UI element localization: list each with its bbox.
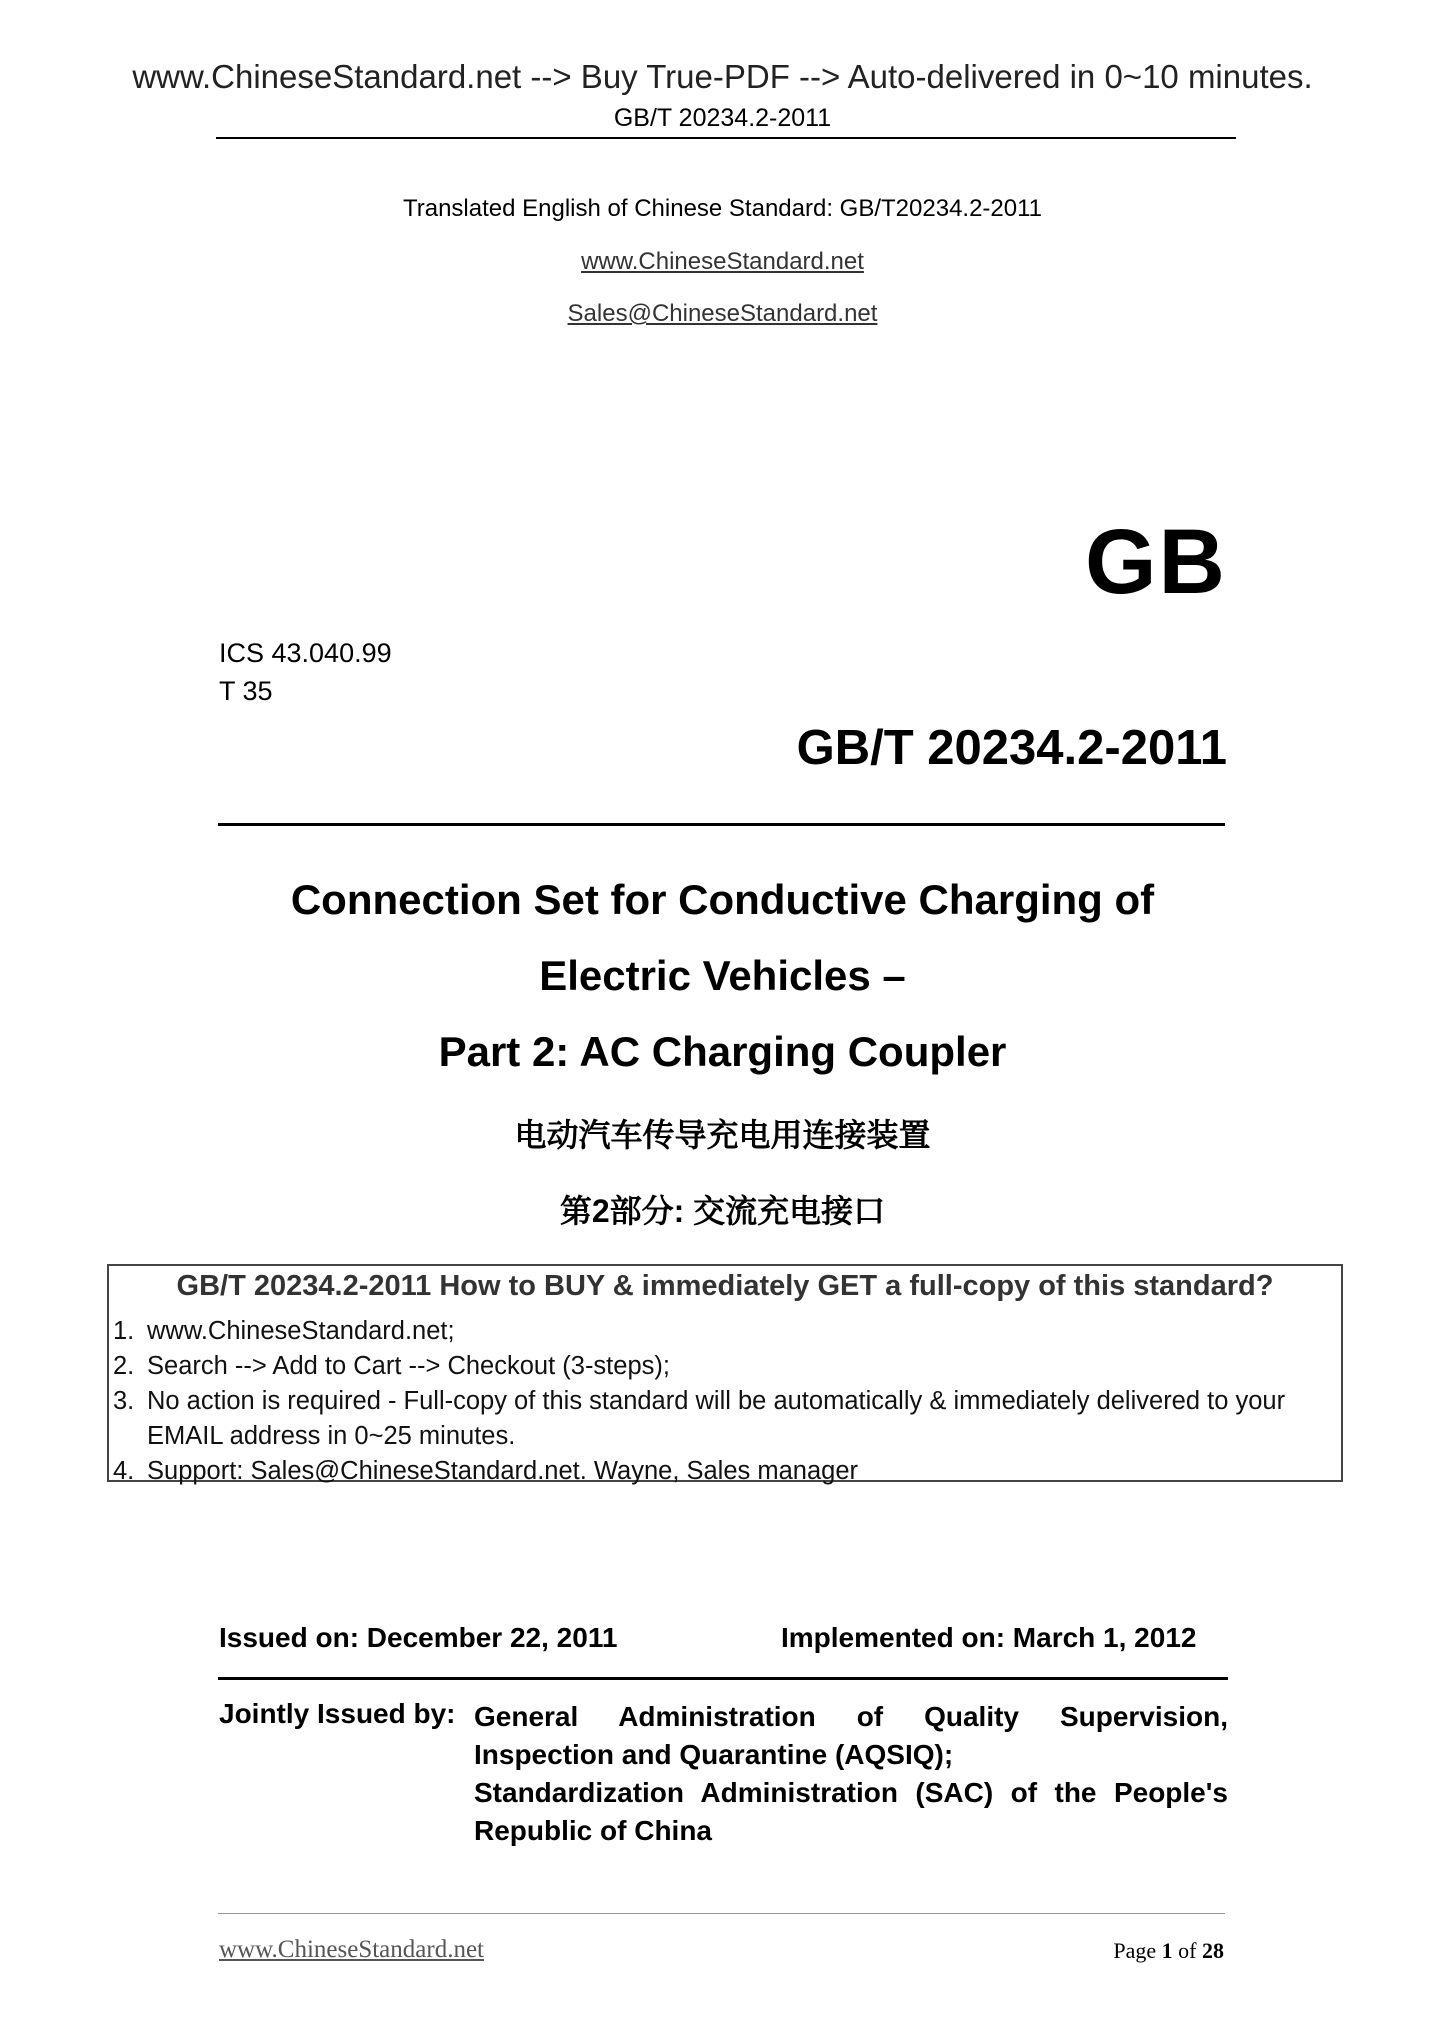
issued-date: Issued on: December 22, 2011 — [219, 1622, 618, 1653]
issuer-line-1: General Administration of Quality Supervision, — [474, 1701, 1228, 1732]
issuers-label: Jointly Issued by: — [219, 1698, 456, 1729]
gb-logo: GB — [1085, 511, 1227, 613]
step-number: 2. — [113, 1352, 135, 1380]
dates-divider — [218, 1677, 1228, 1680]
title-line-1: Connection Set for Conductive Charging of — [290, 876, 1155, 923]
header-divider — [216, 137, 1236, 139]
step-number: 1. — [113, 1317, 135, 1345]
translated-note: Translated English of Chinese Standard: GB/T20234.2-2011 — [402, 195, 1043, 222]
step-number: 3. — [113, 1387, 135, 1415]
t-classification: T 35 — [219, 676, 273, 706]
website-link-row — [0, 248, 1445, 276]
issuer-line-2: Inspection and Quarantine (AQSIQ); — [474, 1739, 954, 1770]
purchase-heading: GB/T 20234.2-2011 How to BUY & immediately GET a full-copy of this standard? — [176, 1270, 1274, 1302]
ics-code: ICS 43.040.99 — [219, 638, 392, 668]
chinese-title-line-1: 电动汽车传导充电用连接装置 — [514, 1117, 931, 1153]
page-indicator — [1113, 1938, 1224, 1964]
list-item — [109, 1349, 1341, 1384]
sales-email-link[interactable]: Sales@ChineseStandard.net — [567, 300, 878, 327]
footer-website-link[interactable]: www.ChineseStandard.net — [219, 1936, 484, 1963]
top-banner: www.ChineseStandard.net --> Buy True-PDF --> Auto-delivered in 0~10 minutes. — [132, 58, 1313, 95]
title-divider — [218, 823, 1225, 826]
step-text: No action is required - Full-copy of this standard will be automatically & immediately delivered to your EMAIL address in 0~25 minutes. — [147, 1387, 1286, 1450]
step-text: Search --> Add to Cart --> Checkout (3-steps); — [147, 1352, 670, 1380]
list-item — [109, 1314, 1341, 1349]
purchase-steps-list — [109, 1314, 1341, 1489]
page-total: 28 — [1202, 1938, 1224, 1963]
page-of: of — [1178, 1938, 1197, 1963]
step-text: www.ChineseStandard.net; — [147, 1317, 455, 1345]
chinese-title-line-2: 第2部分: 交流充电接口 — [559, 1193, 886, 1229]
page-current: 1 — [1161, 1938, 1173, 1963]
running-header-code: GB/T 20234.2-2011 — [613, 104, 832, 132]
title-line-3: Part 2: AC Charging Coupler — [438, 1028, 1007, 1075]
title-line-2: Electric Vehicles – — [539, 952, 906, 999]
standard-number: GB/T 20234.2-2011 — [796, 721, 1227, 775]
issuer-line-3: Standardization Administration (SAC) of the People's — [474, 1777, 1228, 1808]
email-link-row — [0, 300, 1445, 328]
implemented-date: Implemented on: March 1, 2012 — [781, 1622, 1197, 1653]
list-item — [109, 1384, 1341, 1454]
page-label: Page — [1113, 1938, 1157, 1963]
step-number: 4. — [113, 1457, 135, 1485]
step-text: Support: Sales@ChineseStandard.net. Wayne, Sales manager — [147, 1457, 859, 1485]
website-link[interactable]: www.ChineseStandard.net — [581, 248, 864, 275]
list-item — [109, 1454, 1341, 1489]
purchase-info-box — [107, 1264, 1343, 1485]
issuer-line-4: Republic of China — [474, 1815, 712, 1846]
footer-divider — [218, 1913, 1225, 1914]
